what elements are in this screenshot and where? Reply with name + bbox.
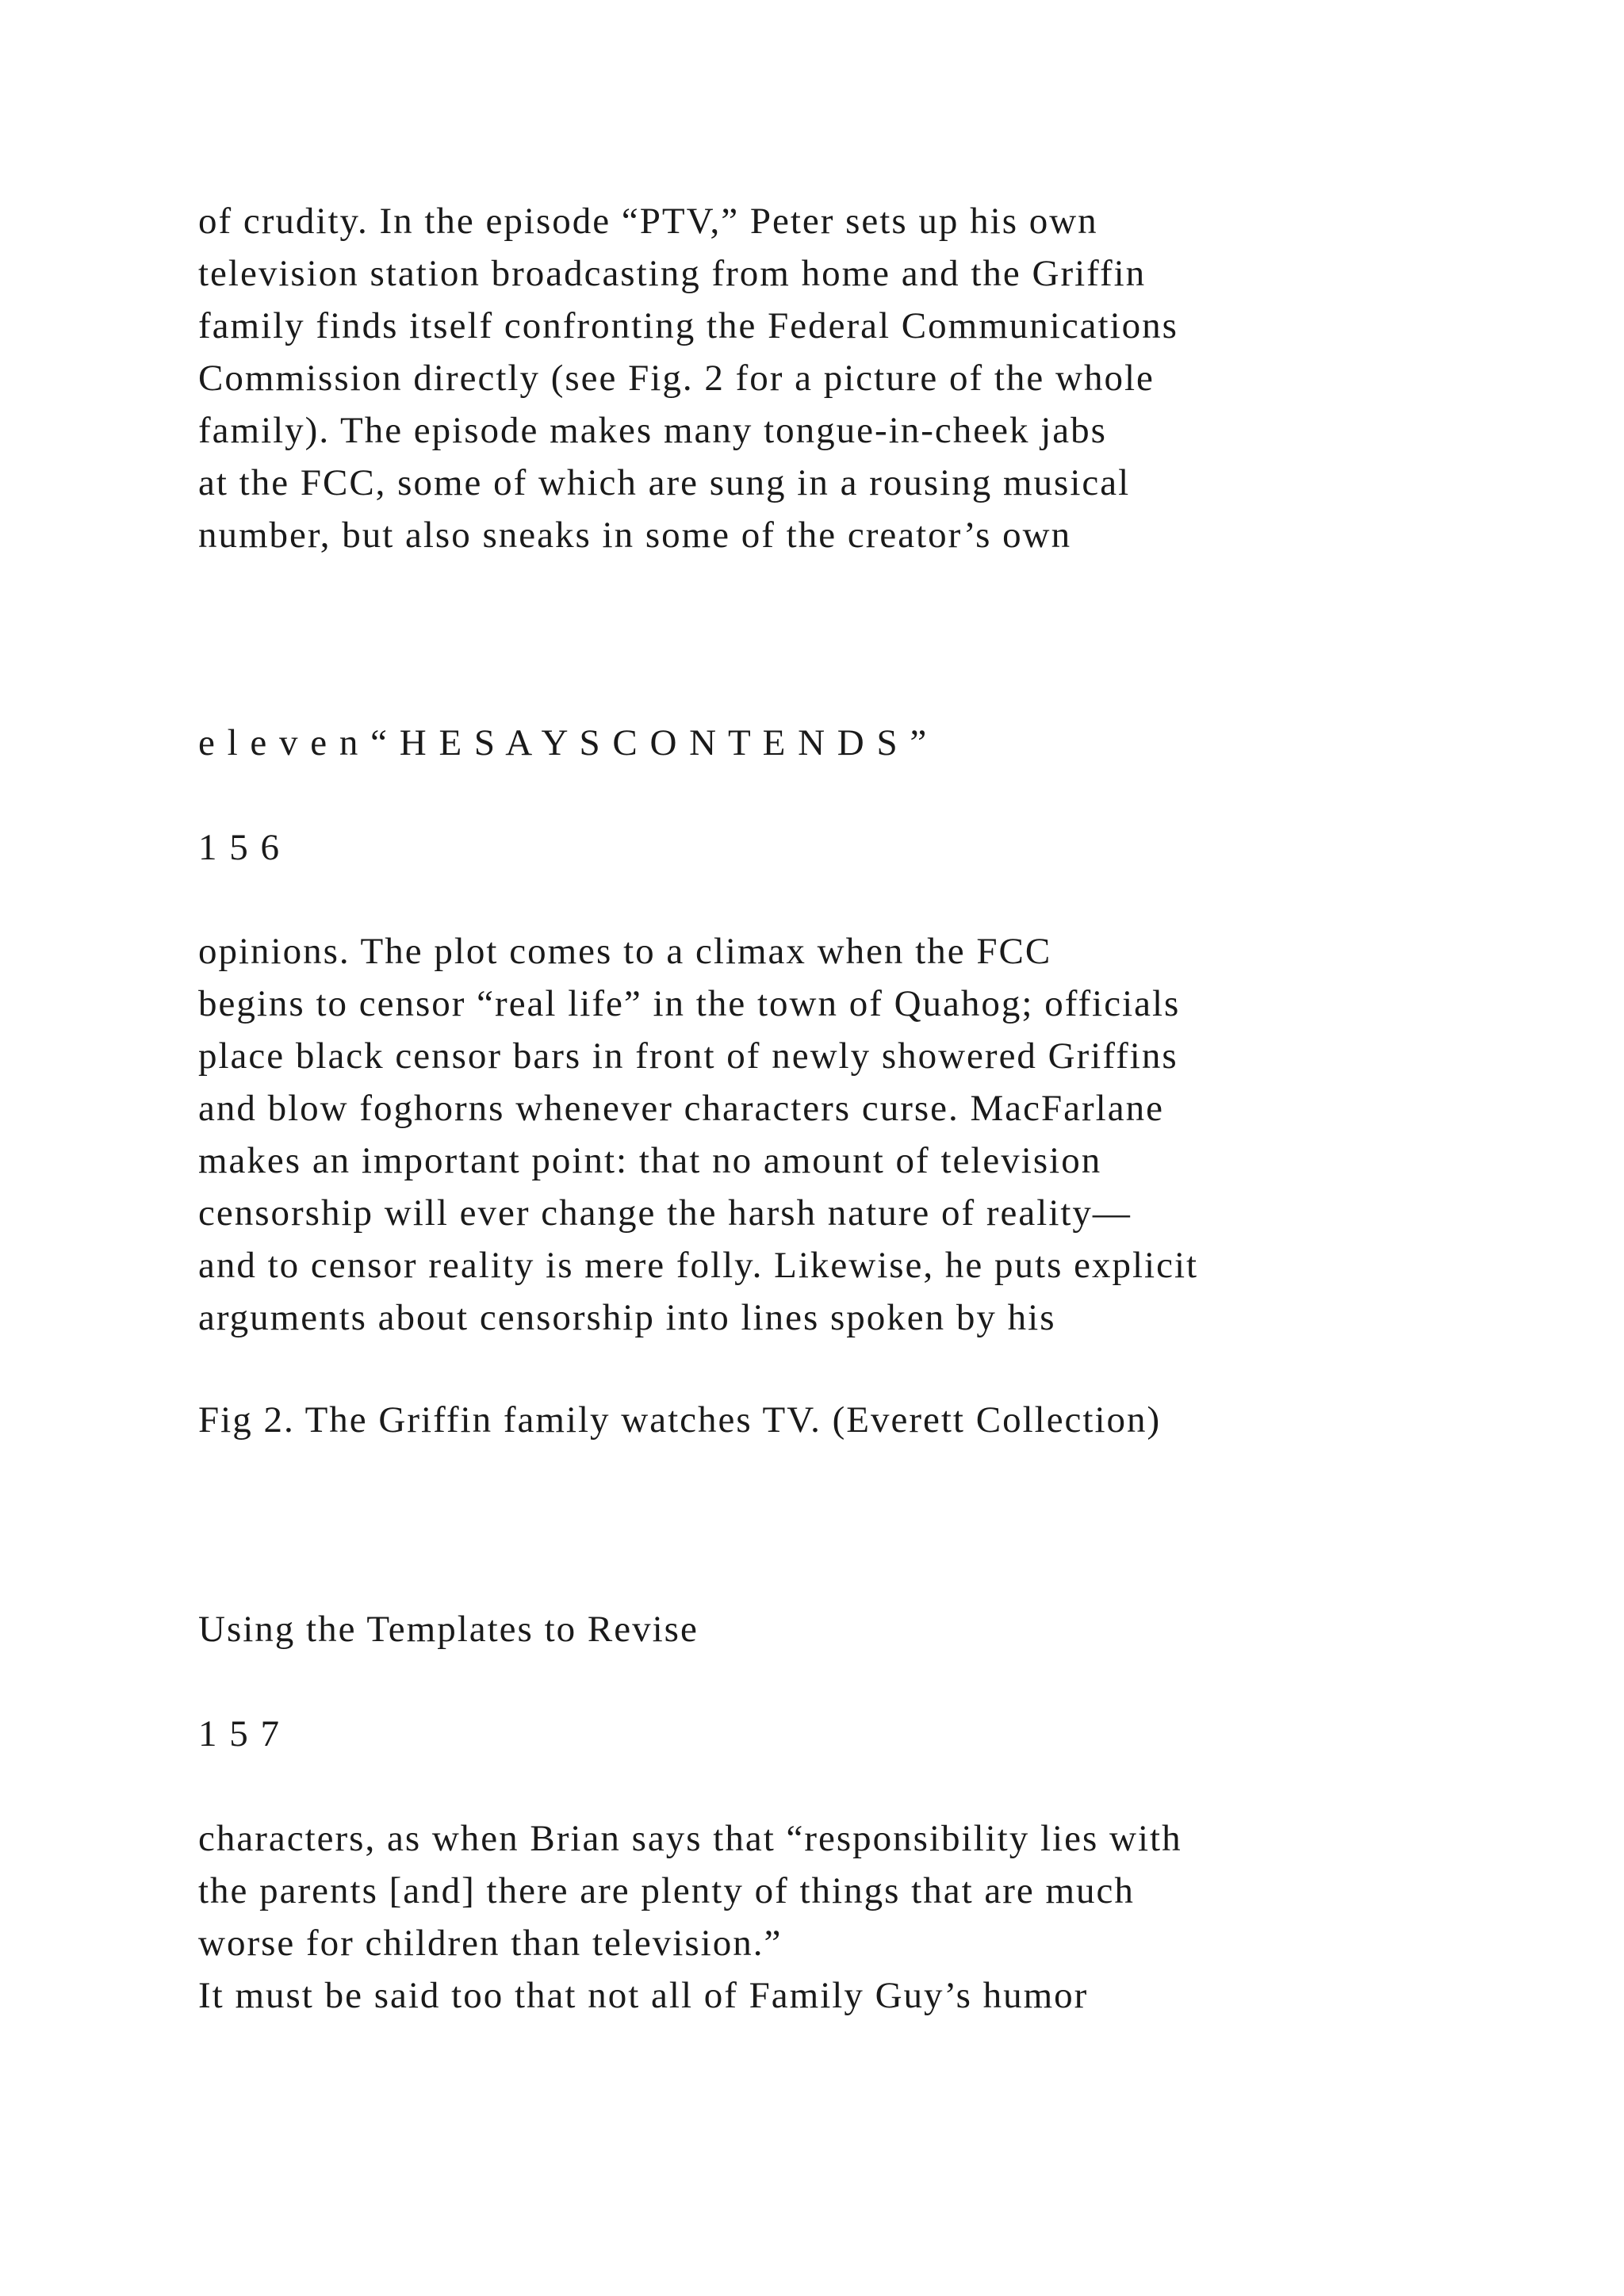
paragraph-opinions xyxy=(198,925,1198,1344)
text-line: and to censor reality is mere folly. Likewise, he puts explicit xyxy=(198,1245,1199,1286)
page-number: 1 5 7 xyxy=(198,1713,281,1755)
text-line: begins to censor “real life” in the town of Quahog; officials xyxy=(198,983,1181,1024)
text-line: at the FCC, some of which are sung in a rousing musical xyxy=(198,462,1131,503)
text-line: the parents [and] there are plenty of things that are much xyxy=(198,1870,1135,1911)
text-line: worse for children than television.” xyxy=(198,1923,783,1964)
running-header-section: Using the Templates to Revise xyxy=(198,1609,699,1650)
paragraph-crudity xyxy=(198,195,1178,561)
text-line: makes an important point: that no amount of television xyxy=(198,1140,1102,1181)
text-line: arguments about censorship into lines spoken by his xyxy=(198,1297,1056,1338)
text-line: family). The episode makes many tongue-in-cheek jabs xyxy=(198,410,1107,451)
running-header-chapter: e l e v e n “ H E S A Y S C O N T E N D S ” xyxy=(198,722,929,763)
text-line: television station broadcasting from home and the Griffin xyxy=(198,253,1147,294)
text-line: It must be said too that not all of Family Guy’s humor xyxy=(198,1975,1089,2016)
text-line: opinions. The plot comes to a climax when the FCC xyxy=(198,931,1052,972)
text-line: and blow foghorns whenever characters curse. MacFarlane xyxy=(198,1088,1164,1129)
figure-caption: Fig 2. The Griffin family watches TV. (Everett Collection) xyxy=(198,1399,1162,1441)
paragraph-humor xyxy=(198,1969,1088,2022)
text-line: family finds itself confronting the Federal Communications xyxy=(198,305,1178,346)
text-line: number, but also sneaks in some of the creator’s own xyxy=(198,515,1072,556)
text-line: place black censor bars in front of newly showered Griffins xyxy=(198,1035,1178,1077)
text-line: of crudity. In the episode “PTV,” Peter sets up his own xyxy=(198,201,1098,242)
text-line: Commission directly (see Fig. 2 for a picture of the whole xyxy=(198,358,1155,399)
text-line: censorship will ever change the harsh nature of reality— xyxy=(198,1192,1132,1234)
text-line: characters, as when Brian says that “responsibility lies with xyxy=(198,1818,1182,1859)
paragraph-characters xyxy=(198,1812,1182,1969)
page-number: 1 5 6 xyxy=(198,827,281,868)
